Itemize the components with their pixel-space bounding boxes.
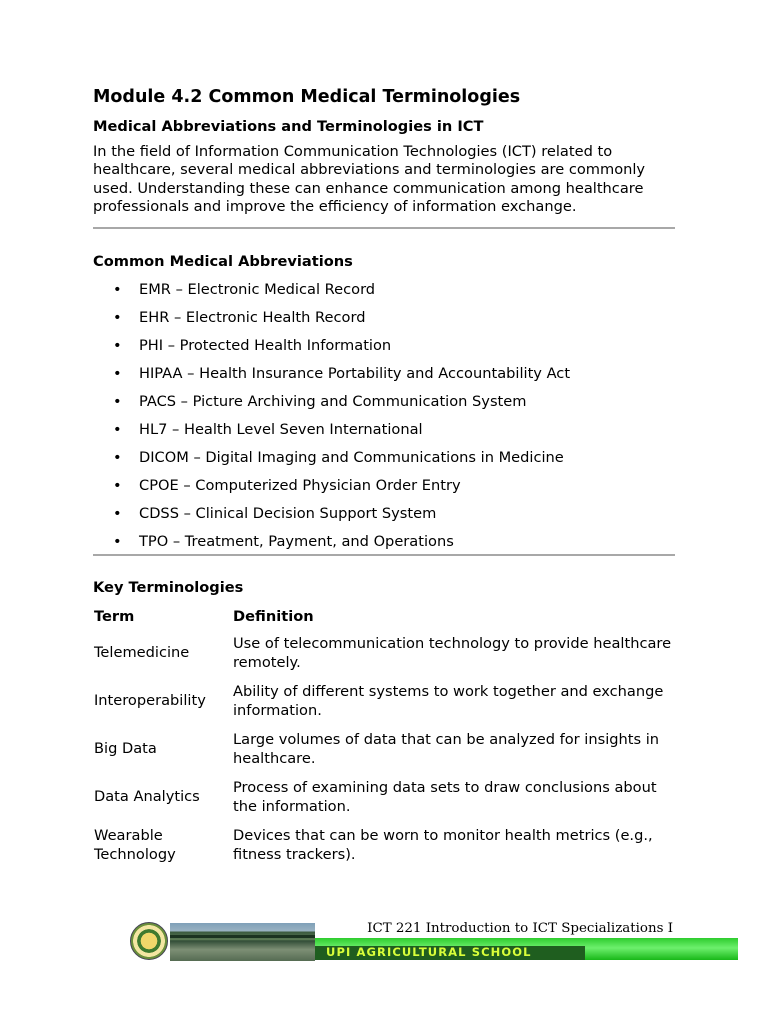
- page-footer: [128, 920, 738, 964]
- bullet-icon: •: [113, 364, 122, 382]
- bullet-icon: •: [113, 393, 122, 410]
- intro-paragraph: In the field of Information Communication Technologies (ICT) related to healthcare, several medical abbreviations and terminologies are commonly used. Understanding these can enhance communication among healthcare professionals and improve the efficiency of information exchange.: [93, 143, 646, 216]
- list-item: • CPOE – Computerized Physician Order Entry: [113, 477, 461, 495]
- list-item: • PHI – Protected Health Information: [113, 336, 392, 354]
- list-item: • EMR – Electronic Medical Record: [113, 280, 376, 298]
- bullet-icon: •: [113, 336, 122, 354]
- column-header-term: Term: [94, 608, 135, 626]
- table-row: [93, 630, 675, 678]
- term-cell: Wearable Technology: [94, 827, 176, 863]
- list-item: • EHR – Electronic Health Record: [113, 308, 366, 326]
- list-item: • HL7 – Health Level Seven International: [113, 421, 423, 439]
- bullet-icon: •: [113, 449, 122, 467]
- table-row: [93, 726, 675, 774]
- bullet-icon: •: [113, 505, 122, 523]
- terminologies-heading: Key Terminologies: [93, 578, 244, 596]
- module-title: Module 4.2 Common Medical Terminologies: [93, 87, 521, 107]
- column-header-definition: Definition: [233, 608, 314, 626]
- list-item: • CDSS – Clinical Decision Support System: [113, 505, 437, 523]
- divider: [93, 227, 675, 229]
- school-building-photo: [170, 923, 315, 961]
- bullet-icon: •: [113, 477, 122, 495]
- term-cell: Telemedicine: [94, 644, 190, 662]
- definition-cell: Devices that can be worn to monitor health metrics (e.g., fitness trackers).: [233, 827, 653, 863]
- definition-cell: Ability of different systems to work together and exchange information.: [233, 683, 664, 719]
- abbreviations-heading: Common Medical Abbreviations: [93, 252, 353, 270]
- bullet-icon: •: [113, 533, 122, 551]
- bullet-icon: •: [113, 421, 122, 439]
- term-cell: Data Analytics: [94, 788, 200, 806]
- term-cell: Big Data: [94, 740, 157, 758]
- bullet-icon: •: [113, 308, 122, 326]
- definition-cell: Process of examining data sets to draw conclusions about the information.: [233, 779, 657, 815]
- table-header-row: [93, 604, 675, 630]
- course-title: ICT 221 Introduction to ICT Specializations I: [367, 921, 673, 936]
- school-name: UPI AGRICULTURAL SCHOOL: [326, 945, 532, 959]
- list-item: • DICOM – Digital Imaging and Communications in Medicine: [113, 449, 564, 467]
- list-item: • TPO – Treatment, Payment, and Operations: [113, 533, 454, 551]
- terminologies-table: [93, 604, 675, 870]
- bullet-icon: •: [113, 280, 122, 298]
- table-row: [93, 774, 675, 822]
- definition-cell: Large volumes of data that can be analyzed for insights in healthcare.: [233, 731, 660, 767]
- table-row: [93, 822, 675, 870]
- school-seal-icon: [130, 922, 168, 960]
- table-row: [93, 678, 675, 726]
- list-item: • PACS – Picture Archiving and Communication System: [113, 393, 527, 410]
- list-item: • HIPAA – Health Insurance Portability and Accountability Act: [113, 364, 571, 382]
- term-cell: Interoperability: [94, 692, 206, 710]
- abbreviations-list: [93, 281, 675, 562]
- module-subtitle: Medical Abbreviations and Terminologies in ICT: [93, 118, 484, 135]
- document-page: [93, 86, 675, 870]
- definition-cell: Use of telecommunication technology to provide healthcare remotely.: [233, 635, 672, 671]
